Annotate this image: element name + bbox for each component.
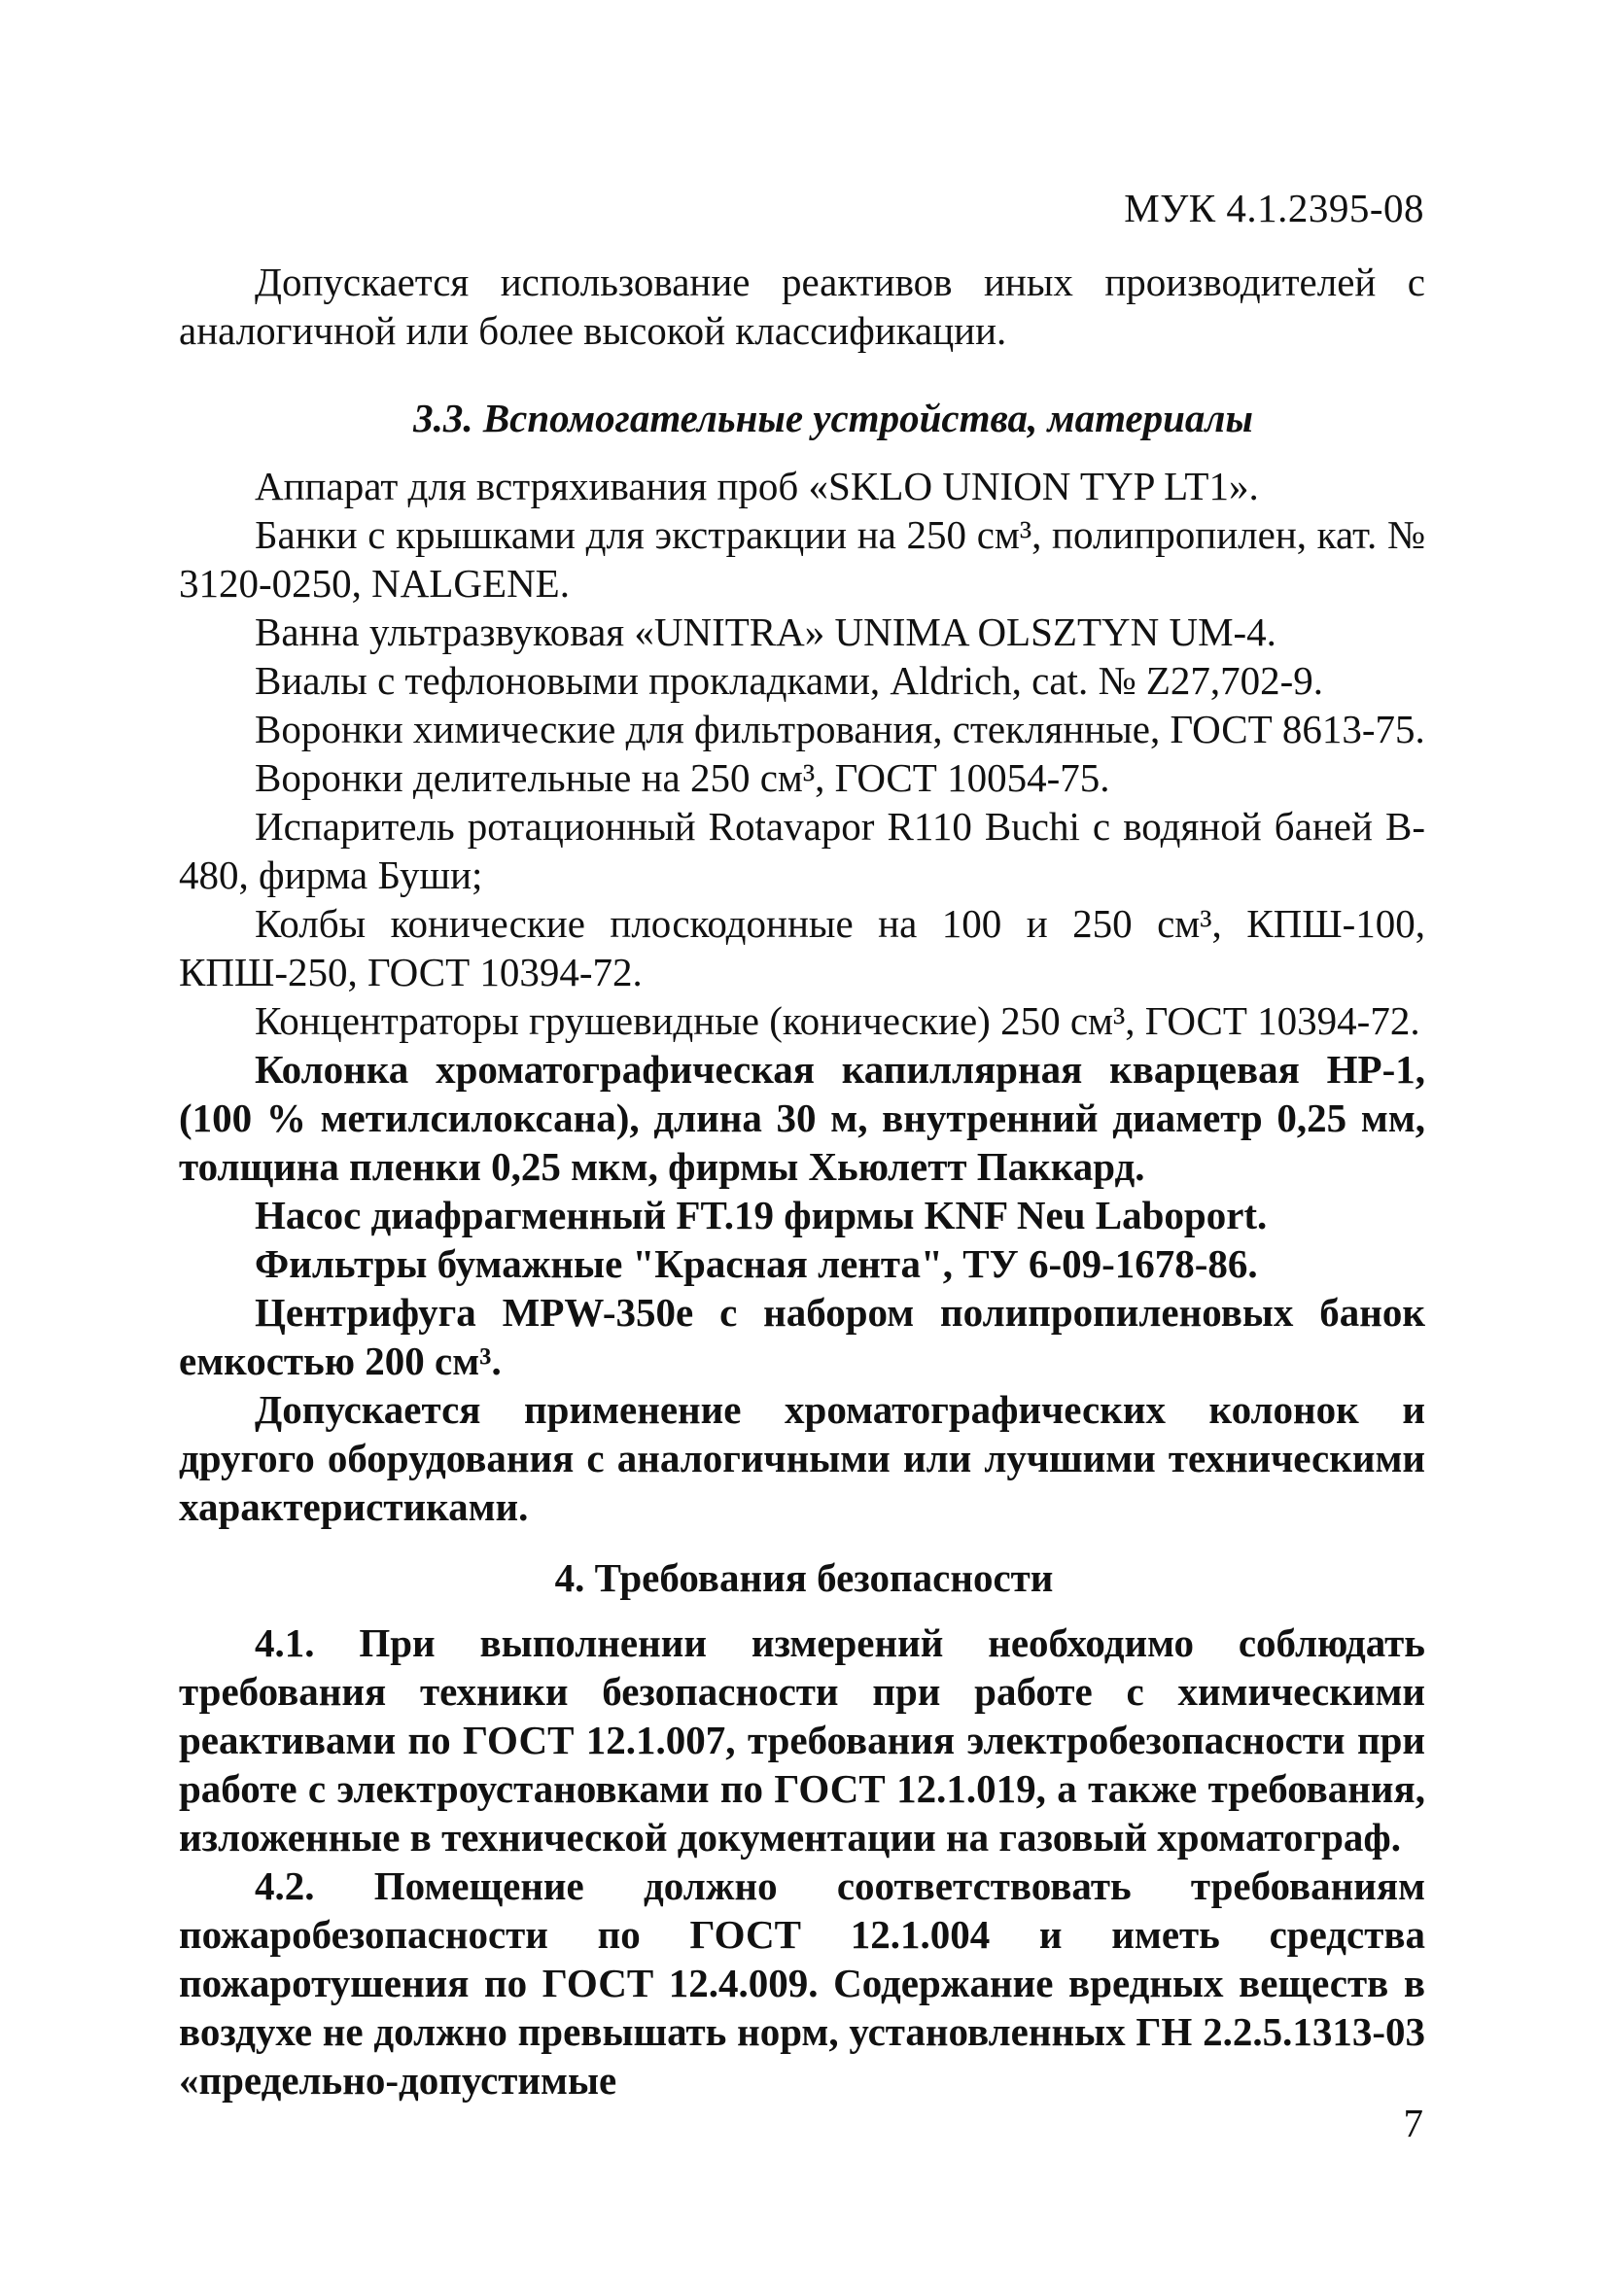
equipment-note: Допускается применение хроматографических колонок и другого оборудования с аналогичными или лучшими техническими характеристиками. <box>179 1387 1425 1529</box>
intro-paragraph: Допускается использование реактивов иных производителей с аналогичной или более высокой классификации. <box>179 260 1425 353</box>
list-item: Виалы с тефлоновыми прокладками, Aldrich, cat. № Z27,702-9. <box>255 658 1324 703</box>
list-item: Испаритель ротационный Rotavapor R110 Buchi с водяной баней B-480, фирма Буши; <box>179 804 1425 897</box>
clause-number: 4.2. <box>255 1863 315 1908</box>
clause-text: Помещение должно соответствовать требованиям пожаробезопасности по ГОСТ 12.1.004 и иметь средства пожаротушения по ГОСТ 12.4.009. Содержание вредных веществ в воздухе не должно превышать норм, установленных ГН 2.2.5.1313-03 «предельно-допустимые <box>179 1863 1426 2103</box>
list-item: Колонка хроматографическая капиллярная кварцевая HP-1, (100 % метилсилоксана), длина 30 м, внутренний диаметр 0,25 мм, толщина пленки 0,25 мкм, фирмы Хьюлетт Паккард. <box>179 1047 1425 1189</box>
section-3-3-heading: 3.3. Вспомогательные устройства, материалы <box>413 396 1253 440</box>
list-item: Ванна ультразвуковая «UNITRA» UNIMA OLSZTYN UM-4. <box>255 609 1276 654</box>
list-item: Аппарат для встряхивания проб «SKLO UNION TYP LT1». <box>255 464 1259 508</box>
safety-paragraph-4-1 <box>179 1618 1425 1861</box>
list-item: Воронки химические для фильтрования, стеклянные, ГОСТ 8613-75. <box>255 707 1425 751</box>
list-item: Банки с крышками для экстракции на 250 см³, полипропилен, кат. № 3120-0250, NALGENE. <box>179 512 1425 606</box>
list-item: Воронки делительные на 250 см³, ГОСТ 10054-75. <box>255 755 1110 800</box>
document-code-header: МУК 4.1.2395-08 <box>1124 186 1424 230</box>
intro-block <box>179 258 1425 355</box>
list-item: Фильтры бумажные "Красная лента", ТУ 6-09-1678-86. <box>255 1241 1258 1286</box>
list-item: Колбы конические плоскодонные на 100 и 250 см³, КПШ-100, КПШ-250, ГОСТ 10394-72. <box>179 901 1425 994</box>
clause-number: 4.1. <box>255 1620 315 1665</box>
clause-text: При выполнении измерений необходимо соблюдать требования техники безопасности при работе с химическими реактивами по ГОСТ 12.1.007, требования электробезопасности при работе с электроустановками по ГОСТ 12.1.019, а также требования, изложенные в технической документации на газовый хроматограф. <box>179 1620 1425 1860</box>
list-item: Центрифуга MPW-350e с набором полипропиленовых банок емкостью 200 см³. <box>179 1290 1425 1383</box>
list-item: Концентраторы грушевидные (конические) 250 см³, ГОСТ 10394-72. <box>255 998 1420 1043</box>
page-number: 7 <box>1403 2101 1423 2145</box>
section-4-heading: 4. Требования безопасности <box>554 1555 1054 1600</box>
equipment-list <box>179 462 1425 1531</box>
safety-block <box>179 1618 1425 2105</box>
list-item: Насос диафрагменный FT.19 фирмы KNF Neu Laboport. <box>255 1193 1268 1237</box>
safety-paragraph-4-2 <box>179 1861 1425 2105</box>
